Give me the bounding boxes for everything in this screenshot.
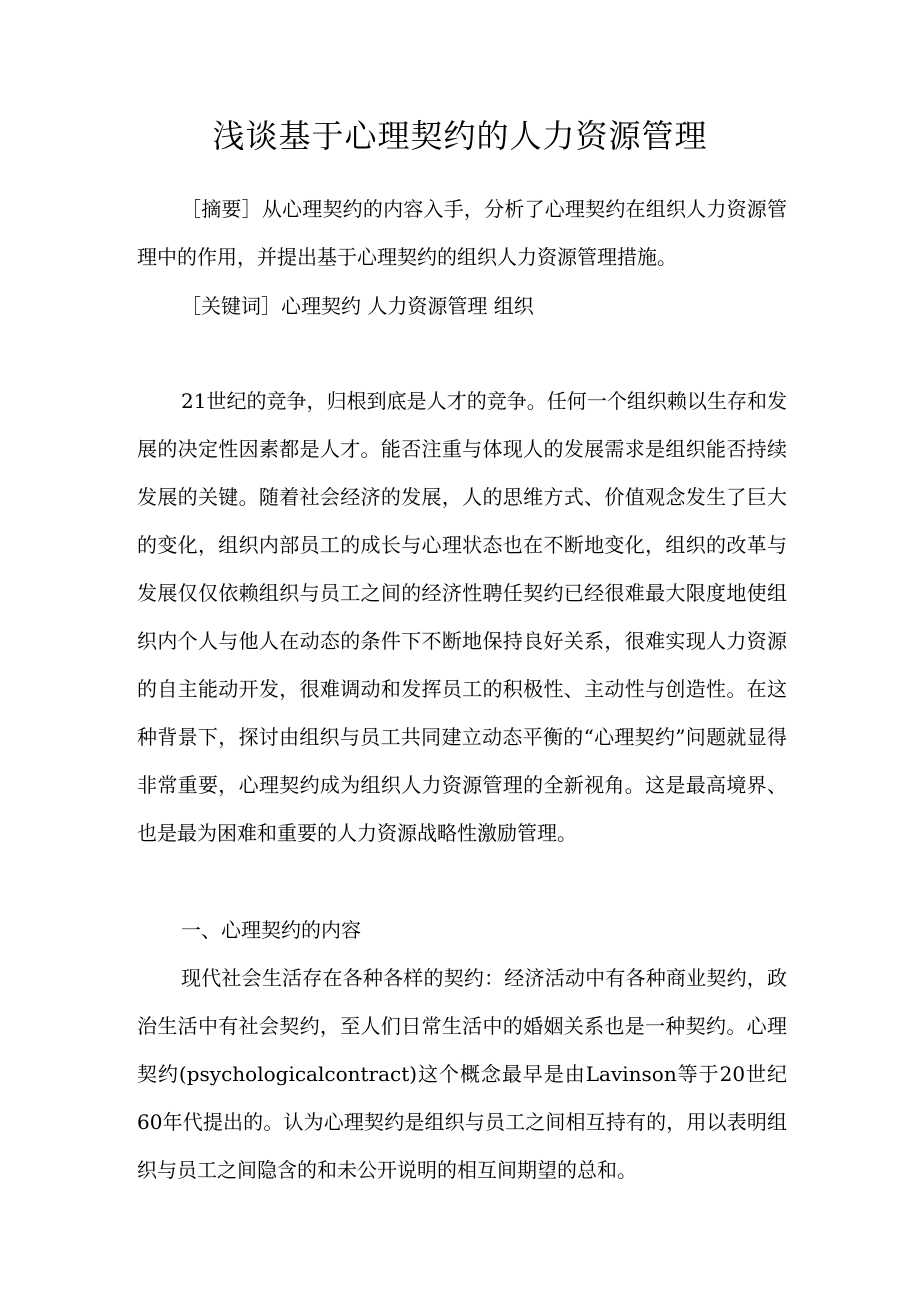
- section-heading: 一、心理契约的内容: [181, 918, 361, 942]
- body-paragraph-1: 21世纪的竞争，归根到底是人才的竞争。任何一个组织赖以生存和发展的决定性因素都是人才。能否注重与体现人的发展需求是组织能否持续发展的关键。随着社会经济的发展，人的思维方式、价值观念发生了巨大的变化，组织内部员工的成长与心理状态也在不断地变化，组织的改革与发展仅仅依赖组织与员工之间的经济性聘任契约已经很难最大限度地使组织内个人与他人在动态的条件下不断地保持良好关系，很难实现人力资源的自主能动开发，很难调动和发挥员工的积极性、主动性与创造性。在这种背景下，探讨由组织与员工共同建立动态平衡的“心理契约”问题就显得非常重要，心理契约成为组织人力资源管理的全新视角。这是最高境界、也是最为困难和重要的人力资源战略性激励管理。: [137, 389, 787, 845]
- body-paragraph-2: 现代社会生活存在各种各样的契约：经济活动中有各种商业契约，政治生活中有社会契约，至人们日常生活中的婚姻关系也是一种契约。心理契约(psychologicalcontract)这个概念最早是由Lavinson等于20世纪60年代提出的。认为心理契约是组织与员工之间相互持有的，用以表明组织与员工之间隐含的和未公开说明的相互间期望的总和。: [137, 966, 787, 1182]
- keywords-line: ［关键词］心理契约 人力资源管理 组织: [181, 294, 534, 318]
- abstract-paragraph: ［摘要］从心理契约的内容入手，分析了心理契约在组织人力资源管理中的作用，并提出基于心理契约的组织人力资源管理措施。: [137, 197, 787, 269]
- document-title: 浅谈基于心理契约的人力资源管理: [212, 117, 708, 155]
